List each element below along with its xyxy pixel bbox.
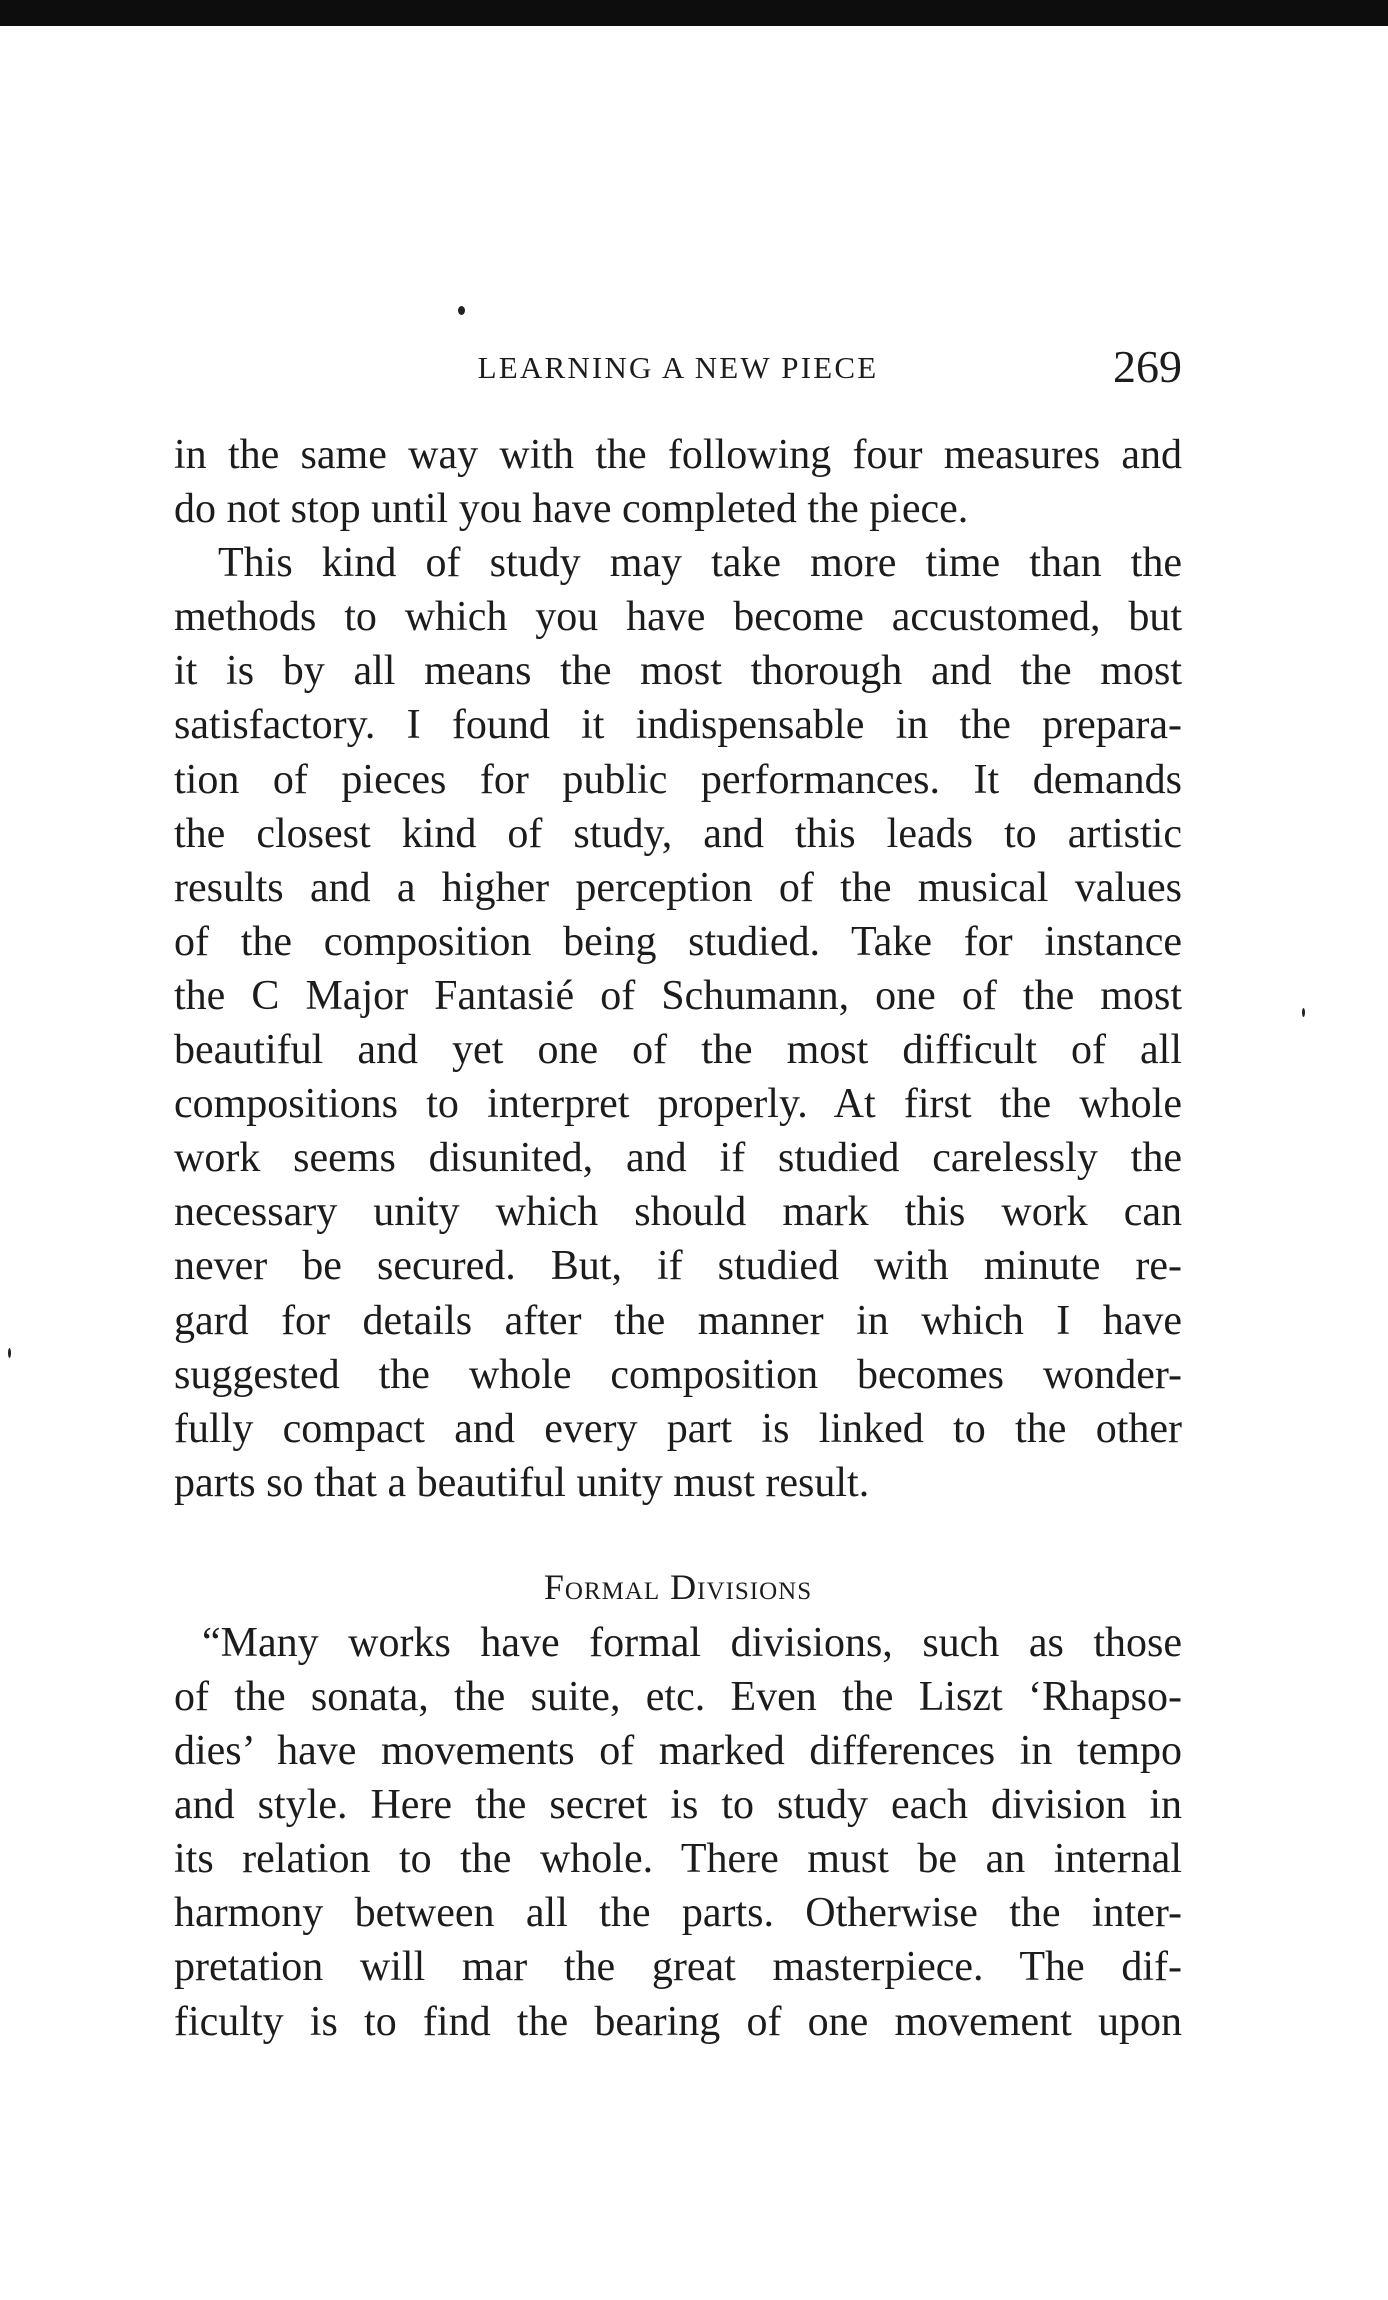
ink-speck — [458, 306, 465, 315]
text-line: necessary unity which should mark this work can — [174, 1189, 1182, 1236]
text-line: never be secured. But, if studied with minute re- — [174, 1243, 1182, 1290]
text-line: tion of pieces for public performances. It demands — [174, 756, 1182, 803]
text-line: methods to which you have become accustomed, but — [174, 594, 1182, 641]
body-text — [174, 428, 1182, 2049]
running-title: LEARNING A NEW PIECE — [477, 350, 879, 385]
text-line: beautiful and yet one of the most difficult of all — [174, 1027, 1182, 1074]
text-line: the C Major Fantasié of Schumann, one of the most — [174, 972, 1182, 1019]
text-line: fully compact and every part is linked to the other — [174, 1405, 1182, 1452]
paragraph-formal-divisions — [174, 1616, 1182, 2049]
text-line: pretation will mar the great masterpiece. The dif- — [174, 1944, 1182, 1991]
text-line: satisfactory. I found it indispensable in the prepara- — [174, 702, 1182, 749]
section-heading: Formal Divisions — [543, 1566, 813, 1607]
text-line: harmony between all the parts. Otherwise the inter- — [174, 1890, 1182, 1937]
text-line: compositions to interpret properly. At first the whole — [174, 1081, 1182, 1128]
ink-speck — [8, 1348, 11, 1358]
text-line: work seems disunited, and if studied carelessly the — [174, 1135, 1182, 1182]
text-line: results and a higher perception of the musical values — [174, 864, 1182, 911]
paragraph-study-method — [174, 536, 1182, 1510]
text-line: of the sonata, the suite, etc. Even the Liszt ‘Rhapso- — [174, 1673, 1182, 1720]
text-line: do not stop until you have completed the piece. — [174, 486, 969, 533]
text-line: gard for details after the manner in which I have — [174, 1297, 1182, 1344]
ink-speck — [1302, 1008, 1305, 1017]
text-line: dies’ have movements of marked differences in tempo — [174, 1728, 1182, 1775]
page-top-edge — [0, 0, 1388, 26]
text-line: parts so that a beautiful unity must result. — [174, 1459, 870, 1506]
text-line: suggested the whole composition becomes wonder- — [174, 1351, 1182, 1398]
text-line: and style. Here the secret is to study each division in — [174, 1782, 1182, 1829]
text-line: in the same way with the following four measures and — [174, 432, 1182, 478]
text-line: it is by all means the most thorough and the most — [174, 648, 1182, 695]
text-line: of the composition being studied. Take for instance — [174, 918, 1182, 965]
text-line: the closest kind of study, and this leads to artistic — [174, 810, 1182, 857]
page-number: 269 — [1113, 341, 1182, 392]
text-line: “Many works have formal divisions, such as those — [202, 1619, 1182, 1666]
paragraph-continuation — [174, 428, 1182, 536]
text-line: This kind of study may take more time than the — [218, 540, 1182, 587]
text-line: ficulty is to find the bearing of one movement upon — [174, 1998, 1182, 2045]
page-header — [174, 340, 1182, 400]
text-line: its relation to the whole. There must be an internal — [174, 1836, 1182, 1883]
